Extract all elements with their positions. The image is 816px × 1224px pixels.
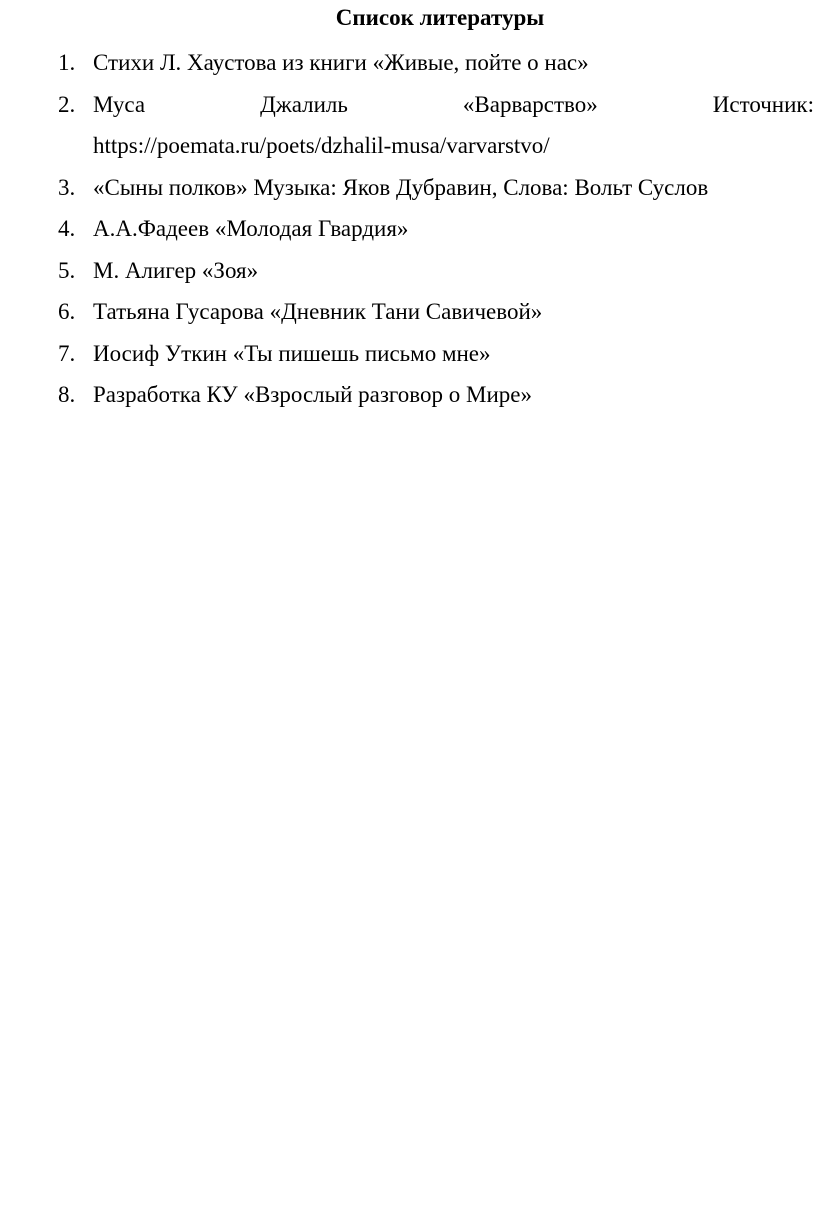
page-title: Список литературы [335,5,545,30]
source-label: Источник: [712,91,814,117]
list-item [58,42,814,84]
author-word: Муса [93,91,146,117]
list-item-text: Иосиф Уткин «Ты пишешь письмо мне» [93,340,491,366]
list-item-number: 2. [58,91,76,117]
list-item-text: Татьяна Гусарова «Дневник Тани Савичевой» [93,299,543,324]
list-item-first-line [93,84,814,126]
source-url[interactable]: https://poemata.ru/poets/dzhalil-musa/varvarstvo/ [93,133,550,158]
list-item-text: Разработка КУ «Взрослый разговор о Мире» [93,382,532,407]
list-item-text: Стихи Л. Хаустова из книги «Живые, пойте о нас» [93,50,589,75]
list-item-text: А.А.Фадеев «Молодая Гвардия» [93,216,409,241]
list-item [58,333,814,375]
title-word: «Варварство» [462,91,598,117]
list-item [58,208,814,250]
bibliography-list [58,42,814,416]
list-item [58,250,814,292]
list-item-number: 4. [58,216,76,241]
list-item-text: М. Алигер «Зоя» [93,257,259,283]
list-item [58,84,814,167]
author-word: Джалиль [260,91,348,117]
list-item-number: 3. [58,174,76,200]
list-item-number: 1. [58,50,76,75]
list-item [58,167,814,209]
list-item-number: 5. [58,257,76,283]
list-item [58,291,814,333]
list-item-text: «Сыны полков» Музыка: Яков Дубравин, Слова: Вольт Суслов [93,174,709,200]
list-item-number: 6. [58,299,76,324]
list-item [58,374,814,416]
list-item-number: 7. [58,340,76,366]
list-item-number: 8. [58,382,76,407]
